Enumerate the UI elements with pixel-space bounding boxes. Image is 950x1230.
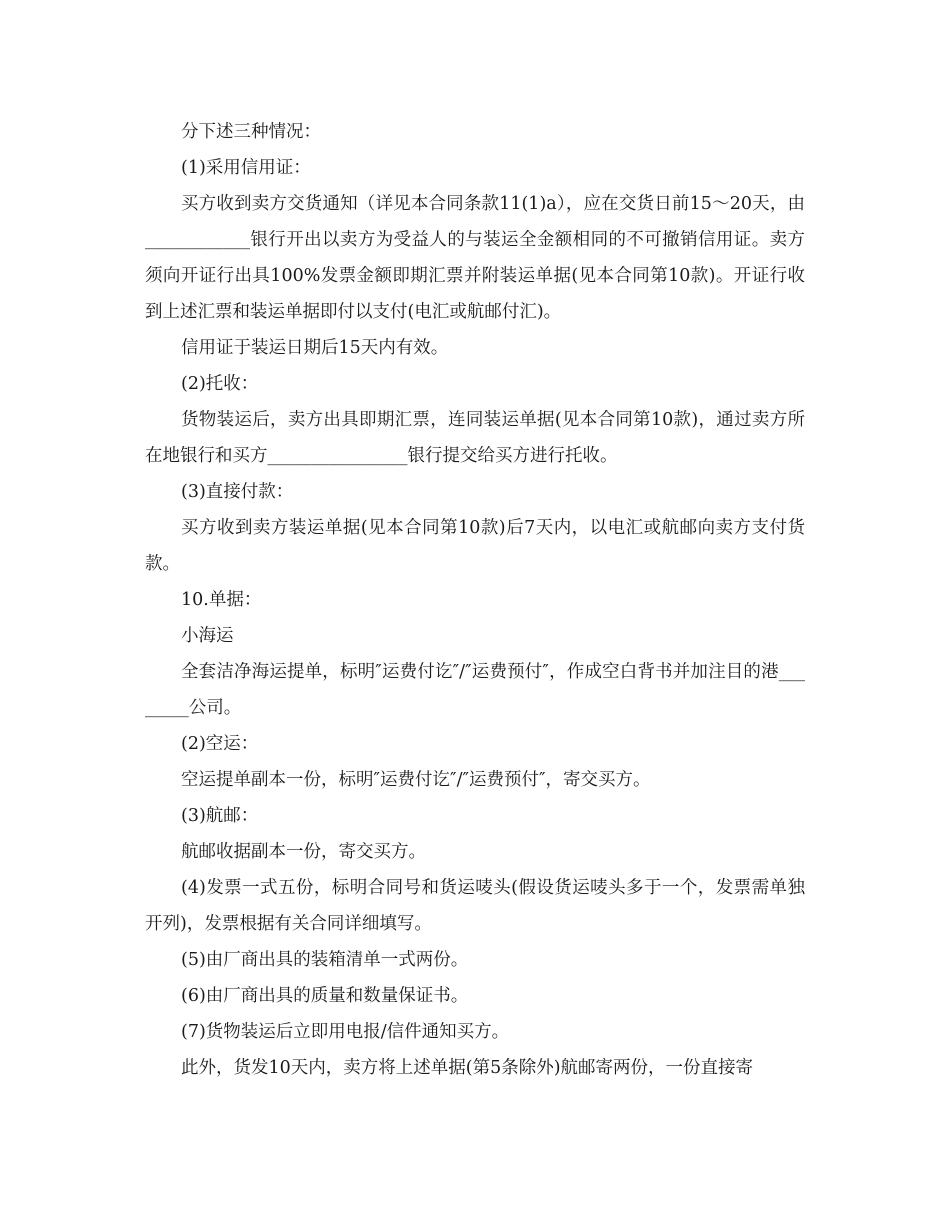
paragraph-shipment-notice: (7)货物装运后立即用电报/信件通知买方。 [181,1022,510,1042]
paragraph-letter-of-credit-body: 买方收到卖方交货通知（详见本合同条款11(1)a），应在交货日前15～20天，由____________银行开出以卖方为受益人的与装运全金额相同的不可撤销信用证。卖方须向开证行出具100%发票金额即期汇票并附装运单据(见本合同第10款)。开证行收到上述汇票和装运单据即付以支付(电汇或航邮付汇)。 [145,194,805,322]
paragraph-sea-transport-body: 全套洁净海运提单，标明″运费付讫″/″运费预付″，作成空白背书并加注目的港________公司。 [145,662,805,718]
paragraph-sea-transport-heading: 小海运 [181,626,234,646]
document-body [145,114,805,1086]
paragraph-direct-payment-body: 买方收到卖方装运单据(见本合同第10款)后7天内，以电汇或航邮向卖方支付货款。 [145,518,805,574]
paragraph-air-transport-heading: (2)空运： [181,734,259,754]
paragraph-airmail-heading: (3)航邮： [181,806,259,826]
paragraph-payment-cases: 分下述三种情况： [181,122,321,142]
paragraph-credit-validity: 信用证于装运日期后15天内有效。 [181,338,449,358]
paragraph-document-dispatch: 此外，货发10天内，卖方将上述单据(第5条除外)航邮寄两份，一份直接寄 [181,1058,754,1078]
paragraph-air-transport-body: 空运提单副本一份，标明″运费付讫″/″运费预付″，寄交买方。 [181,770,651,790]
paragraph-collection-heading: (2)托收： [181,374,259,394]
paragraph-packing-list: (5)由厂商出具的装箱清单一式两份。 [181,950,469,970]
paragraph-documents-heading: 10.单据： [181,590,262,610]
paragraph-direct-payment-heading: (3)直接付款： [181,482,294,502]
paragraph-letter-of-credit-heading: (1)采用信用证： [181,158,311,178]
paragraph-airmail-body: 航邮收据副本一份，寄交买方。 [181,842,426,862]
paragraph-quality-certificate: (6)由厂商出具的质量和数量保证书。 [181,986,469,1006]
paragraph-invoice: (4)发票一式五份，标明合同号和货运唛头(假设货运唛头多于一个，发票需单独开列)，发票根据有关合同详细填写。 [145,878,805,934]
paragraph-collection-body: 货物装运后，卖方出具即期汇票，连同装运单据(见本合同第10款)，通过卖方所在地银行和买方________________银行提交给买方进行托收。 [145,410,805,466]
